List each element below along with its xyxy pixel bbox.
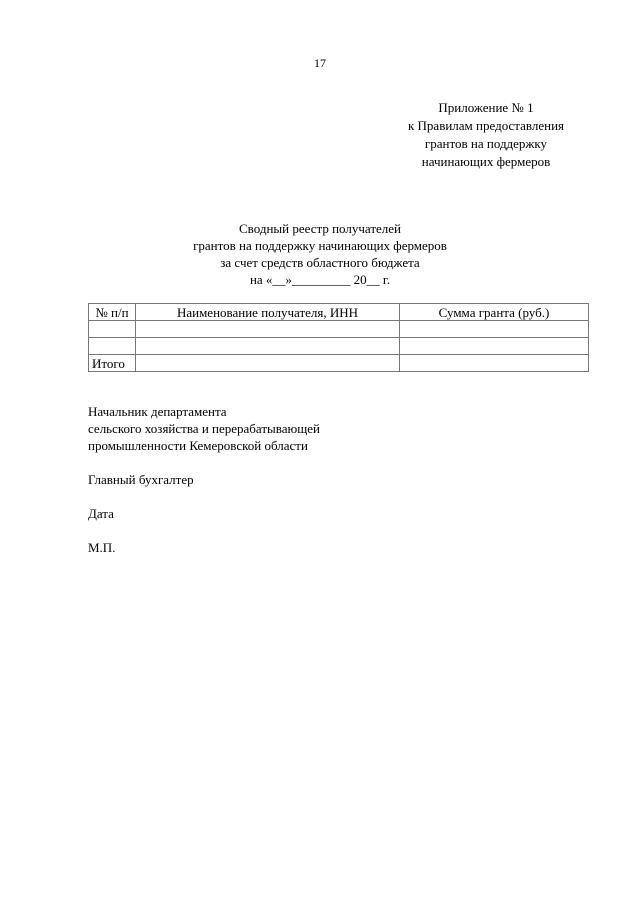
chief-accountant-signature: Главный бухгалтер — [88, 472, 194, 487]
appendix-line: Приложение № 1 — [438, 100, 534, 115]
table-row — [89, 321, 589, 338]
department-head-signature — [88, 403, 320, 454]
appendix-header — [380, 99, 592, 171]
appendix-line: начинающих фермеров — [421, 154, 551, 169]
total-amount-cell — [400, 355, 589, 372]
signature-line: сельского хозяйства и перерабатывающей — [88, 421, 320, 436]
header-recipient-name: Наименование получателя, ИНН — [136, 304, 400, 321]
page-number: 17 — [314, 56, 326, 70]
document-title — [160, 220, 480, 288]
cell-number — [89, 338, 136, 355]
total-label: Итого — [89, 355, 136, 372]
title-line: грантов на поддержку начинающих фермеров — [193, 238, 447, 253]
table-header-row — [89, 304, 589, 321]
signature-line: промышленности Кемеровской области — [88, 438, 308, 453]
cell-grant-amount — [400, 321, 589, 338]
cell-number — [89, 321, 136, 338]
header-grant-amount: Сумма гранта (руб.) — [400, 304, 589, 321]
seal-label: М.П. — [88, 540, 116, 555]
header-number: № п/п — [89, 304, 136, 321]
cell-recipient-name — [136, 321, 400, 338]
title-date-line: на «__»_________ 20__ г. — [249, 272, 391, 287]
table-total-row — [89, 355, 589, 372]
cell-recipient-name — [136, 338, 400, 355]
total-recipient-cell — [136, 355, 400, 372]
signature-section — [88, 403, 320, 556]
title-line: за счет средств областного бюджета — [220, 255, 420, 270]
signature-line: Начальник департамента — [88, 404, 227, 419]
recipients-registry-table — [88, 303, 589, 372]
date-label: Дата — [88, 506, 114, 521]
table-row — [89, 338, 589, 355]
title-line: Сводный реестр получателей — [239, 221, 401, 236]
cell-grant-amount — [400, 338, 589, 355]
appendix-line: грантов на поддержку — [424, 136, 548, 151]
appendix-line: к Правилам предоставления — [407, 118, 565, 133]
